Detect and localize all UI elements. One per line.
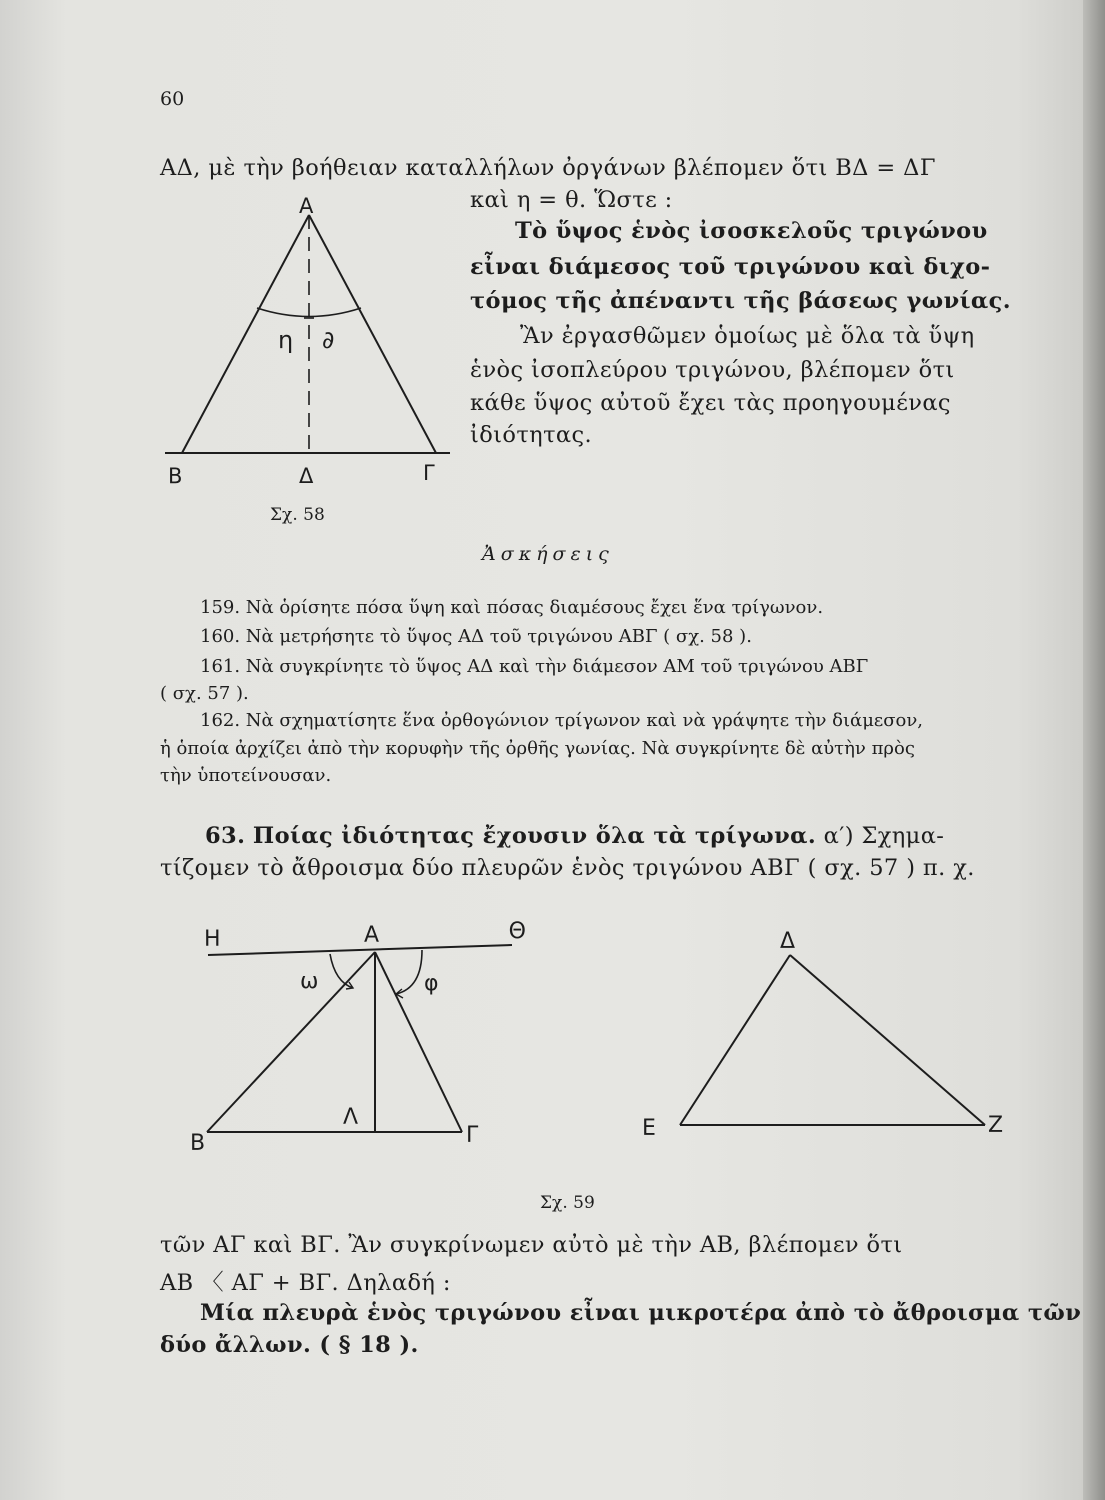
exercise-162-line-1: 162. Νὰ σχηματίσητε ἕνα ὀρθογώνιον τρίγωνον καὶ νὰ γράψητε τὴν διάμεσον, <box>200 710 924 731</box>
rule1-line-3: τόμος τῆς ἀπέναντι τῆς βάσεως γωνίας. <box>470 288 1011 314</box>
exercise-159: 159. Νὰ ὁρίσητε πόσα ὕψη καὶ πόσας διαμέσους ἔχει ἕνα τρίγωνον. <box>200 597 824 618</box>
para2-line-2: ἑνὸς ἰσοπλεύρου τριγώνου, βλέπομεν ὅτι <box>470 357 955 383</box>
fig59-side-ag <box>375 952 462 1132</box>
fig58-label-base-right: Γ <box>423 461 435 485</box>
exercise-160: 160. Νὰ μετρήσητε τὸ ὕψος ΑΔ τοῦ τριγώνου ΑΒΓ ( σχ. 58 ). <box>200 626 752 647</box>
fig59-side-de <box>680 955 790 1125</box>
fig59-label-h: Η <box>204 927 221 952</box>
fig59-label-z: Ζ <box>988 1113 1004 1138</box>
fig59-parallel-line <box>208 945 512 955</box>
fig59-label-b: Β <box>190 1131 206 1156</box>
rule2-line-1: Μία πλευρὰ ἑνὸς τριγώνου εἶναι μικροτέρα ἀπὸ τὸ ἄθροισμα τῶν <box>200 1300 1082 1326</box>
fig59-side-dz <box>790 955 985 1125</box>
fig58-label-base-left: Β <box>168 464 183 488</box>
fig59-label-phi: φ <box>424 971 439 996</box>
fig58-label-angle-right: ∂ <box>322 326 335 354</box>
section63-line-1 <box>205 823 944 849</box>
fig59-label-delta: Δ <box>780 929 796 954</box>
conclusion-line-2: ΑΒ 〈 ΑΓ + ΒΓ. Δηλαδή : <box>160 1270 451 1296</box>
intro-line-1: ΑΔ, μὲ τὴν βοήθειαν καταλλήλων ὀργάνων βλέπομεν ὅτι ΒΔ = ΔΓ <box>160 155 936 181</box>
fig58-label-apex: Α <box>299 194 314 218</box>
page-number: 60 <box>160 88 185 110</box>
exercise-162-line-2: ἡ ὁποία ἀρχίζει ἀπὸ τὴν κορυφὴν τῆς ὀρθῆς γωνίας. Νὰ συγκρίνητε δὲ αὐτὴν πρὸς <box>160 738 915 759</box>
exercise-162-line-3: τὴν ὑποτείνουσαν. <box>160 765 332 786</box>
fig59-label-e: Ε <box>642 1116 656 1141</box>
intro-line-2: καὶ η = θ. Ὥστε : <box>470 187 673 213</box>
section63-line-2: τίζομεν τὸ ἄθροισμα δύο πλευρῶν ἑνὸς τριγώνου ΑΒΓ ( σχ. 57 ) π. χ. <box>160 855 975 881</box>
rule1-line-1: Τὸ ὕψος ἑνὸς ἰσοσκελοῦς τριγώνου <box>515 218 988 244</box>
section63-rest: α′) Σχημα- <box>823 823 945 849</box>
fig58-caption: Σχ. 58 <box>270 505 325 525</box>
figure-59-right <box>640 920 1020 1140</box>
fig59-label-theta: Θ <box>508 919 526 944</box>
fig59-arc-phi <box>396 950 422 994</box>
exercise-161-line-1: 161. Νὰ συγκρίνητε τὸ ὕψος ΑΔ καὶ τὴν διάμεσον ΑΜ τοῦ τριγώνου ΑΒΓ <box>200 656 869 677</box>
page-spine <box>1083 0 1105 1500</box>
rule1-line-2: εἶναι διάμεσος τοῦ τριγώνου καὶ διχο- <box>470 254 991 280</box>
exercises-heading: Ἀσκήσεις <box>482 543 614 565</box>
fig59-label-a: Α <box>364 923 380 948</box>
para2-line-3: κάθε ὕψος αὐτοῦ ἔχει τὰς προηγουμένας <box>470 390 951 416</box>
fig58-label-angle-left: η <box>278 326 294 354</box>
fig59-label-gamma: Γ <box>466 1123 479 1148</box>
section63-title: Ποίας ἰδιότητας ἔχουσιν ὅλα τὰ τρίγωνα. <box>252 823 817 849</box>
fig59-label-omega: ω <box>300 969 319 994</box>
figure-59-left <box>190 910 526 1160</box>
figure-58 <box>160 195 460 495</box>
conclusion-line-1: τῶν ΑΓ καὶ ΒΓ. Ἂν συγκρίνωμεν αὐτὸ μὲ τὴν ΑΒ, βλέπομεν ὅτι <box>160 1232 903 1258</box>
fig58-label-base-mid: Δ <box>299 464 314 488</box>
fig59-label-lambda: Λ <box>343 1105 359 1130</box>
para2-line-1: Ἂν ἐργασθῶμεν ὁμοίως μὲ ὅλα τὰ ὕψη <box>520 323 975 349</box>
rule2-line-2: δύο ἄλλων. ( § 18 ). <box>160 1332 419 1358</box>
fig59-caption: Σχ. 59 <box>540 1193 595 1213</box>
exercise-161-line-2: ( σχ. 57 ). <box>160 683 249 704</box>
para2-line-4: ἰδιότητας. <box>470 422 593 448</box>
section63-number: 63. <box>205 823 246 849</box>
